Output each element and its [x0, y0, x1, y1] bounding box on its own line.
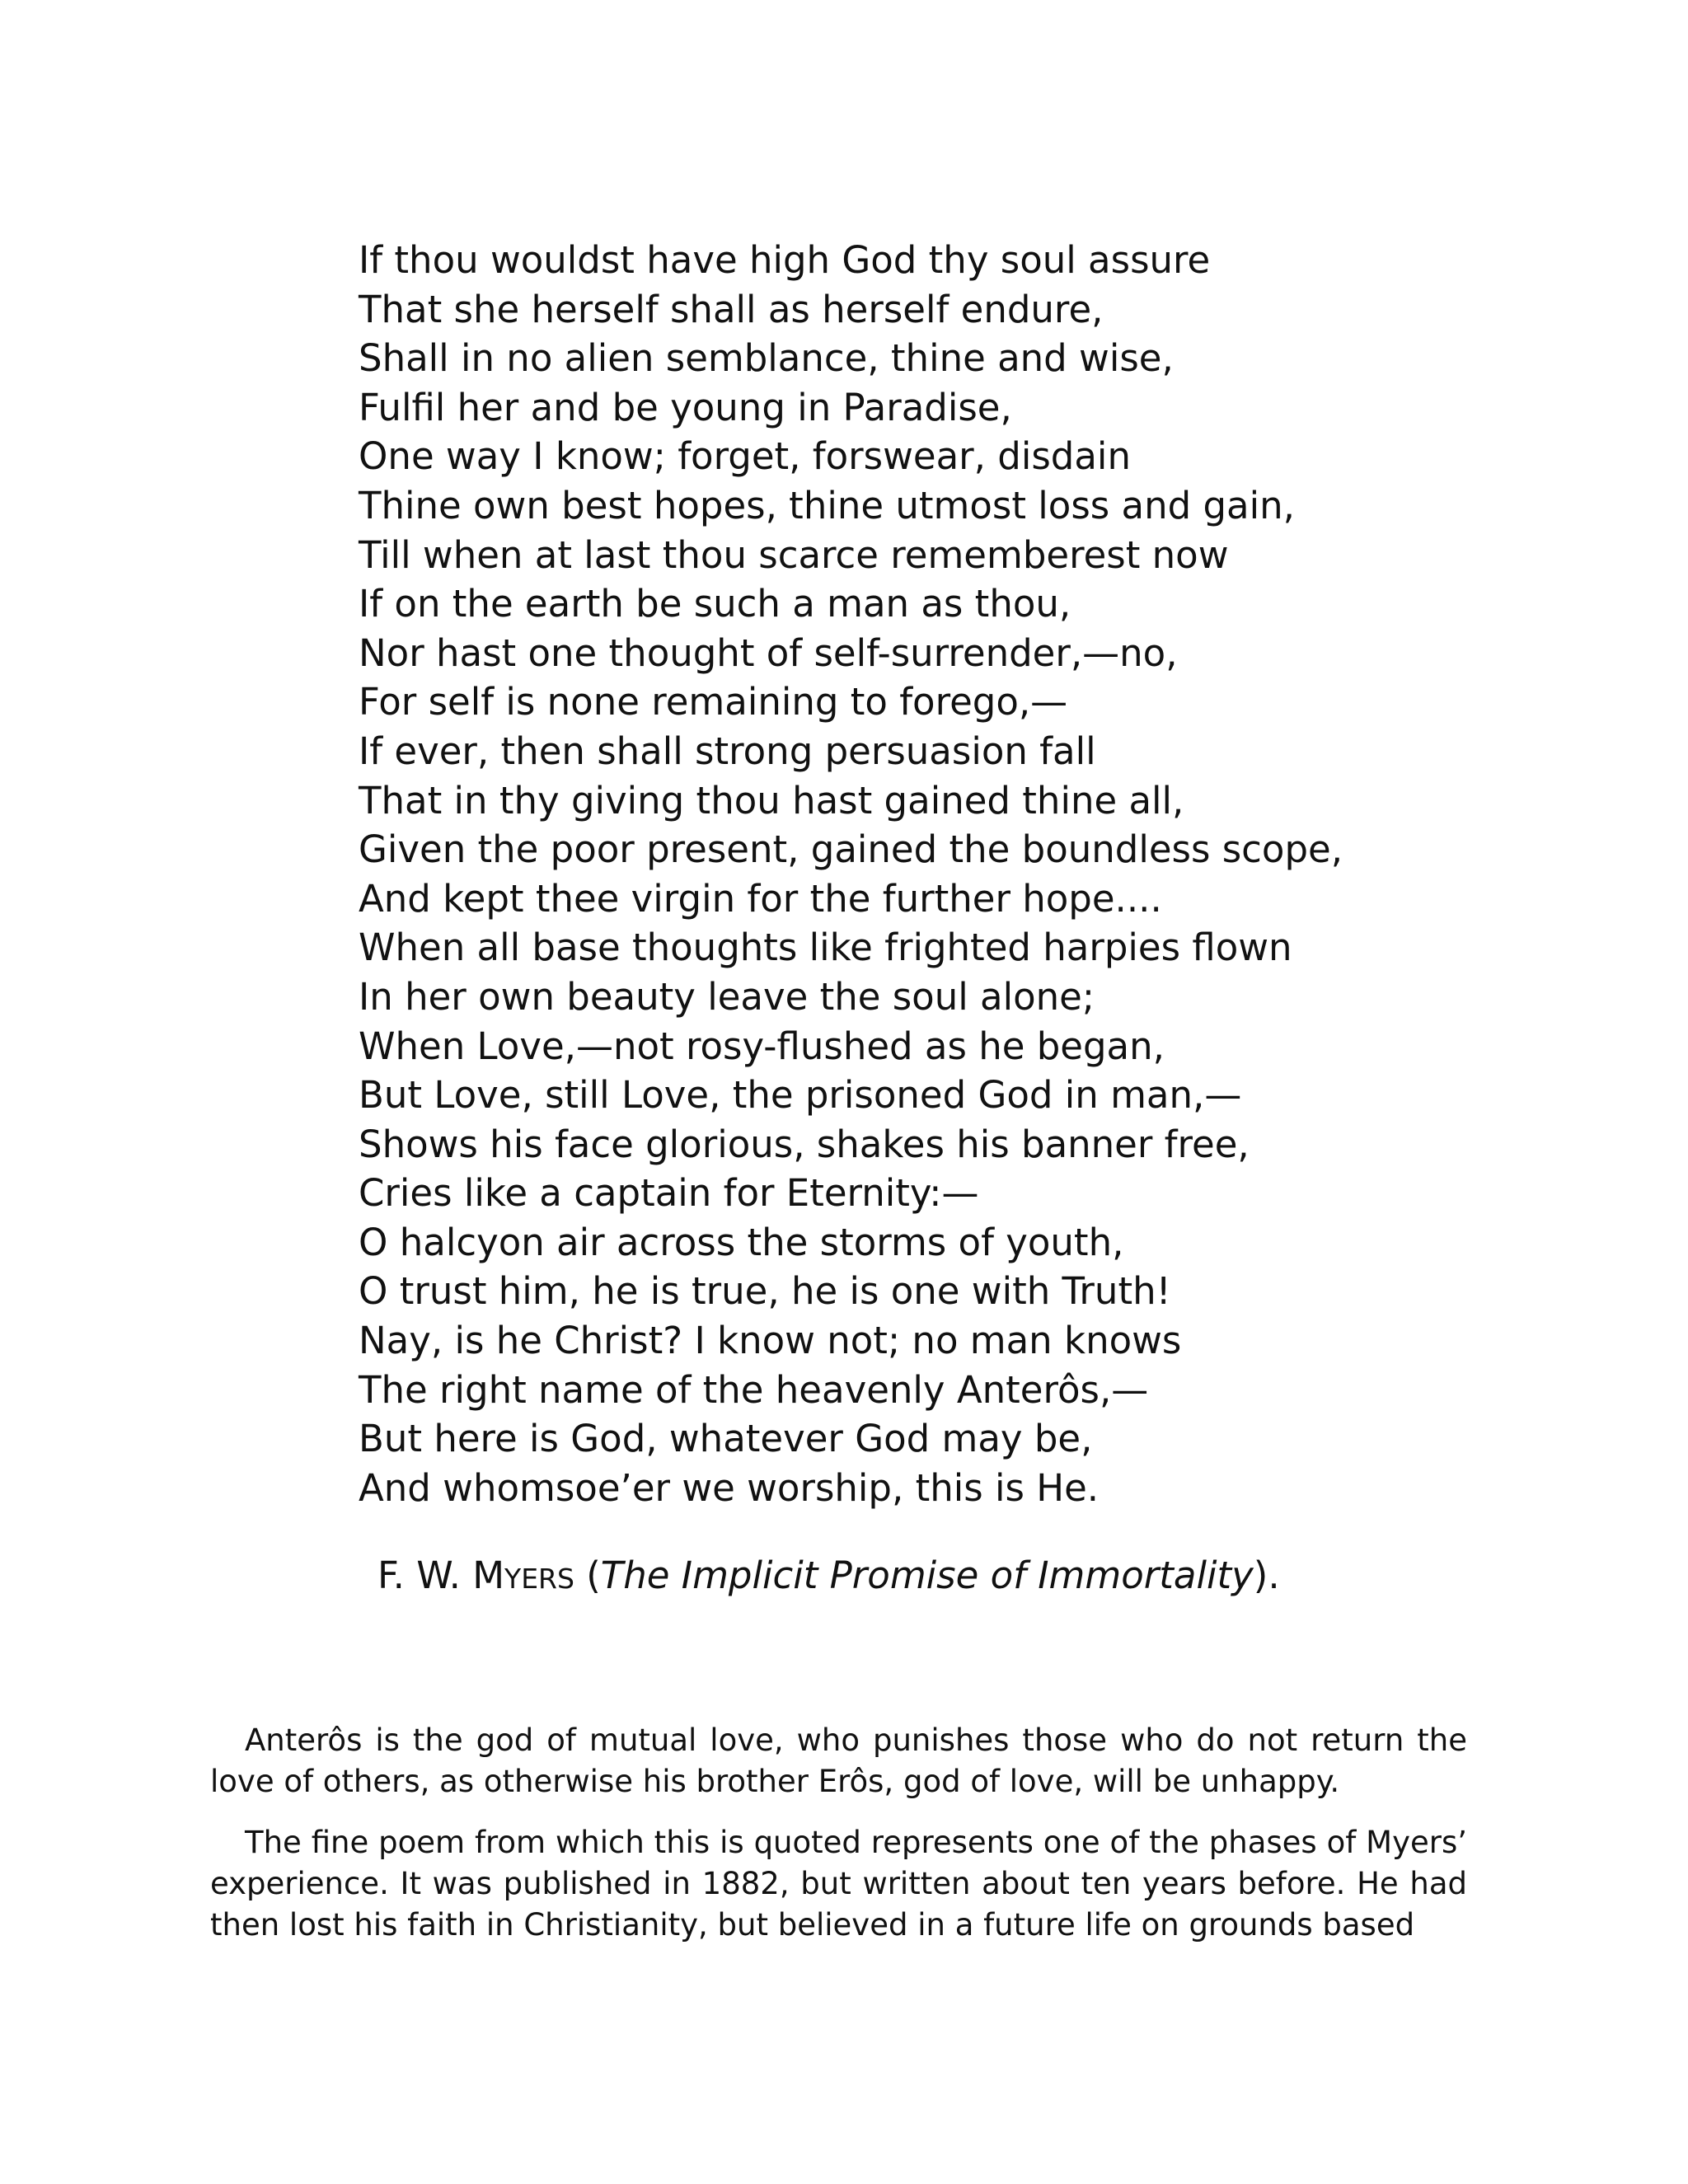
open-parenthesis: (: [574, 1554, 601, 1597]
author-surname-initial: M: [472, 1554, 505, 1597]
poem-line: Cries like a captain for Eternity:—: [359, 1171, 979, 1216]
poem-line: Shows his face glorious, shakes his banner free,: [359, 1122, 1250, 1166]
poem-line: If thou wouldst have high God thy soul assure: [359, 238, 1211, 282]
poem-line: Thine own best hopes, thine utmost loss and gain,: [359, 483, 1295, 527]
poem-line: If on the earth be such a man as thou,: [359, 582, 1071, 626]
work-title: The Implicit Promise of Immortality: [600, 1554, 1254, 1597]
poem-line: Nor hast one thought of self-surrender,—no,: [359, 630, 1178, 675]
poem-line: For self is none remaining to forego,—: [359, 680, 1068, 724]
poem-line: Till when at last thou scarce rememberest now: [359, 532, 1229, 577]
poem-line: But here is God, whatever God may be,: [359, 1417, 1093, 1461]
close-parenthesis: ).: [1253, 1554, 1280, 1597]
poem-line: The right name of the heavenly Anterôs,—: [359, 1367, 1149, 1412]
poem-line: O trust him, he is true, he is one with Truth!: [359, 1269, 1171, 1314]
poem-line: But Love, still Love, the prisoned God in man,—: [359, 1073, 1242, 1118]
poem-line: Nay, is he Christ? I know not; no man knows: [359, 1319, 1182, 1363]
prose-paragraph: Anterôs is the god of mutual love, who punishes those who do not return the love of others, as otherwise his brother Erôs, god of love, will be unhappy.: [210, 1722, 1467, 1799]
poem: [359, 236, 1430, 1512]
author-surname-smallcaps: YERS: [504, 1563, 574, 1595]
poem-line: One way I know; forget, forswear, disdain: [359, 434, 1131, 479]
poem-line: That in thy giving thou hast gained thine all,: [359, 778, 1184, 823]
poem-line: And whomsoe’er we worship, this is He.: [359, 1465, 1100, 1510]
poem-line: O halcyon air across the storms of youth,: [359, 1220, 1124, 1264]
poem-line: In her own beauty leave the soul alone;: [359, 974, 1095, 1019]
poem-line: When all base thoughts like frighted harpies flown: [359, 926, 1292, 970]
poem-line: If ever, then shall strong persuasion fall: [359, 729, 1096, 773]
poem-attribution: [377, 1551, 1280, 1604]
prose-paragraph: The fine poem from which this is quoted represents one of the phases of Myers’ experience. It was published in 1882, but written about ten years before. He had then lost his faith in Christianity, but believed in a future life on grounds based: [210, 1825, 1467, 1943]
author-initials: F. W.: [377, 1554, 473, 1597]
poem-line: When Love,—not rosy-flushed as he began,: [359, 1024, 1165, 1068]
poem-line: Fulfil her and be young in Paradise,: [359, 385, 1012, 429]
poem-line: That she herself shall as herself endure,: [359, 287, 1104, 331]
poem-line: Given the poor present, gained the boundless scope,: [359, 827, 1343, 872]
poem-line: Shall in no alien semblance, thine and wise,: [359, 336, 1174, 381]
poem-line: And kept thee virgin for the further hope....: [359, 876, 1162, 921]
